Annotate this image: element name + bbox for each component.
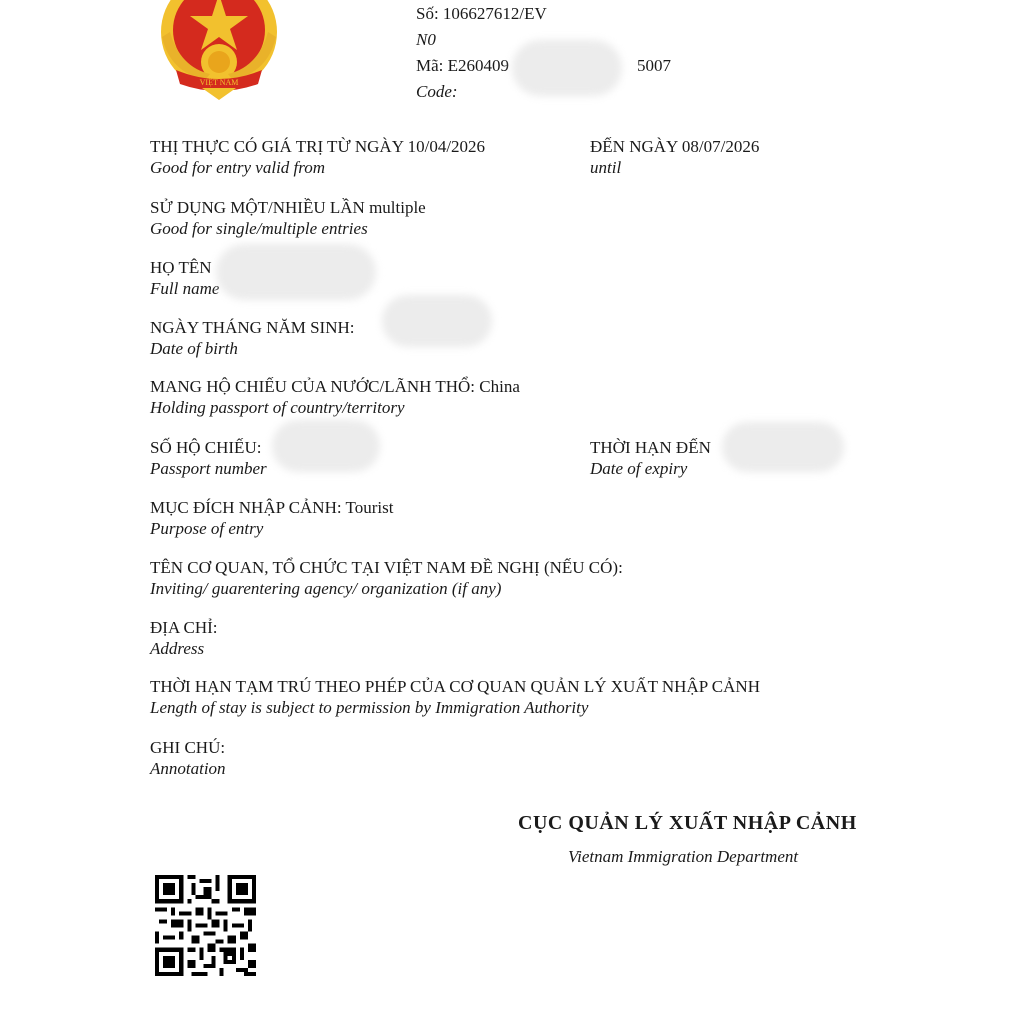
field-label-vn: SỐ HỘ CHIẾU: [150, 438, 262, 457]
document-code-en-label: Code: [416, 82, 458, 101]
field-address [150, 618, 218, 659]
field-label-en: Annotation [150, 759, 226, 778]
qr-code-icon [155, 875, 256, 976]
field-valid-from [150, 137, 485, 178]
field-passport-expiry [590, 438, 711, 479]
field-label-vn: THỜI HẠN ĐẾN [590, 438, 711, 457]
field-label-vn: ĐỊA CHỈ: [150, 618, 218, 637]
issuing-authority-subtitle: Vietnam Immigration Department [568, 847, 799, 866]
field-stay-length [150, 677, 760, 718]
field-label-vn: MANG HỘ CHIẾU CỦA NƯỚC/LÃNH THỔ: China [150, 377, 520, 396]
field-label-vn: THỜI HẠN TẠM TRÚ THEO PHÉP CỦA CƠ QUAN QUẢN LÝ XUẤT NHẬP CẢNH [150, 677, 760, 696]
document-number: Số: 106627612/EV [416, 4, 547, 23]
field-label-vn: NGÀY THÁNG NĂM SINH: [150, 318, 355, 337]
code-prefix: Mã: E260409 [416, 56, 510, 75]
field-purpose [150, 498, 393, 539]
redaction-blur [216, 244, 376, 300]
field-label-vn: TÊN CƠ QUAN, TỔ CHỨC TẠI VIỆT NAM ĐỀ NGHỊ (NẾU CÓ): [150, 558, 623, 577]
field-label-vn: SỬ DỤNG MỘT/NHIỀU LẦN multiple [150, 198, 426, 217]
field-label-vn: ĐẾN NGÀY 08/07/2026 [590, 137, 760, 156]
field-label-en: Passport number [150, 459, 267, 478]
field-label-en: Purpose of entry [150, 519, 264, 538]
svg-text:VIỆT NAM: VIỆT NAM [199, 78, 239, 87]
field-label-vn: HỌ TÊN [150, 258, 212, 277]
redaction-blur [382, 295, 492, 347]
field-label-en: Length of stay is subject to permission by Immigration Authority [150, 698, 589, 717]
field-label-en: Good for single/multiple entries [150, 219, 368, 238]
issuing-authority-title: CỤC QUẢN LÝ XUẤT NHẬP CẢNH [518, 812, 857, 834]
field-date-of-birth [150, 318, 354, 359]
field-nationality [150, 377, 520, 418]
code-suffix: 5007 [637, 56, 672, 75]
field-valid-until [590, 137, 759, 178]
redaction-blur [272, 420, 380, 472]
field-label-en: Address [150, 639, 205, 658]
field-label-en: Full name [150, 279, 220, 298]
redaction-blur [512, 40, 622, 96]
field-inviting-agency [150, 558, 623, 599]
field-label-en: Good for entry valid from [150, 158, 326, 177]
vietnam-national-emblem-icon [150, 0, 288, 100]
field-label-vn: THỊ THỰC CÓ GIÁ TRỊ TỪ NGÀY 10/04/2026 [150, 137, 486, 156]
field-label-vn: MỤC ĐÍCH NHẬP CẢNH: Tourist [150, 498, 394, 517]
field-label-en: Holding passport of country/territory [150, 398, 405, 417]
field-passport-number [150, 438, 267, 479]
field-entries [150, 198, 426, 239]
field-label-en: Inviting/ guarentering agency/ organization (if any) [150, 579, 502, 598]
redaction-blur [722, 422, 844, 472]
field-label-vn: GHI CHÚ: [150, 738, 226, 757]
field-label-en: Date of birth [150, 339, 238, 358]
field-full-name [150, 258, 219, 299]
field-label-en: Date of expiry [590, 459, 688, 478]
document-number-en-label: N0 [416, 30, 436, 49]
field-annotation [150, 738, 226, 779]
field-label-en: until [590, 158, 622, 177]
